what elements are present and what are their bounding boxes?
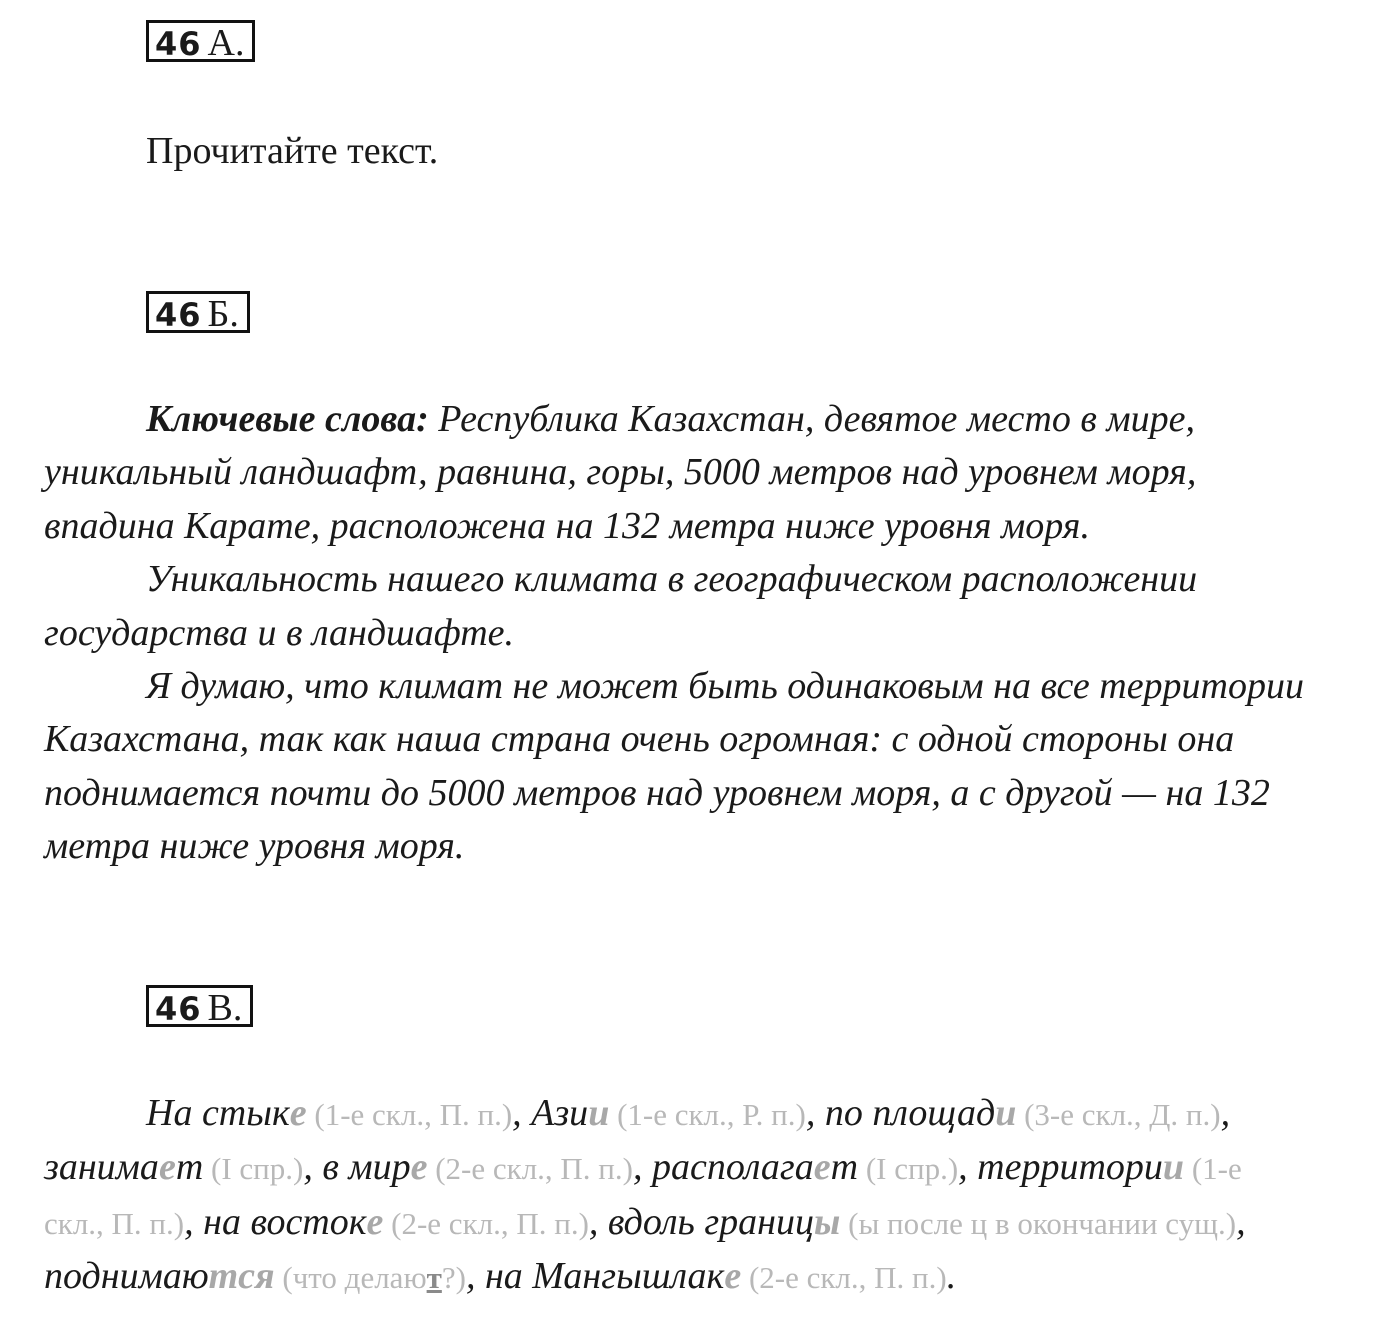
grammar-note: (что делаю: [274, 1260, 427, 1296]
word: , Ази: [512, 1092, 589, 1134]
grammar-note: (3-е скл., Д. п.): [1016, 1097, 1221, 1132]
exercise-number: 46: [155, 25, 202, 63]
ending-highlight: и: [995, 1092, 1017, 1134]
keywords-label: Ключевые слова:: [146, 398, 429, 440]
exercise-label-46v: [146, 985, 253, 1027]
exercise-label-46b: [146, 291, 250, 333]
word: .: [946, 1255, 957, 1298]
text-line: Я думаю, что климат не может быть одинаковым на все территории: [146, 665, 1304, 708]
grammar-note: (1-е скл., Р. п.): [609, 1097, 806, 1132]
exercise-number: 46: [155, 296, 202, 334]
grammar-note-underlined: т: [426, 1260, 442, 1296]
ending-highlight: е: [410, 1146, 428, 1189]
ending-highlight: и: [588, 1092, 610, 1134]
word: На стык: [146, 1092, 290, 1134]
word: т: [175, 1146, 204, 1189]
word: занима: [44, 1146, 159, 1189]
word: , располага: [632, 1146, 814, 1189]
ending-highlight: ы: [814, 1200, 841, 1243]
exercise-letter: В.: [207, 987, 243, 1029]
text-line: [44, 1196, 1374, 1250]
text-line: государства и в ландшафте.: [44, 611, 515, 654]
text-line: метра ниже уровня моря.: [44, 825, 465, 868]
text-line: [44, 1141, 1374, 1195]
exercise-number: 46: [155, 990, 202, 1028]
grammar-note: (2-е скл., П. п.): [383, 1205, 589, 1241]
word: ,: [1220, 1092, 1231, 1134]
ending-highlight: и: [1162, 1146, 1185, 1189]
ending-highlight: е: [289, 1092, 307, 1134]
essay-text: [44, 393, 1374, 874]
ending-highlight: е: [366, 1200, 384, 1243]
grammar-note: (2-е скл., П. п.): [427, 1151, 633, 1187]
ending-highlight: е: [813, 1146, 831, 1189]
ending-highlight: е: [158, 1146, 176, 1189]
text-line: впадина Карате, расположена на 132 метра ниже уровня моря.: [44, 504, 1090, 547]
word: т: [830, 1146, 859, 1189]
grammar-note: скл., П. п.): [44, 1205, 185, 1241]
ending-highlight: тся: [208, 1255, 275, 1298]
grammar-note: (I спр.): [203, 1151, 304, 1187]
grammar-note: (1-е: [1184, 1151, 1242, 1187]
text-line: [44, 1250, 1374, 1304]
text-line: поднимается почти до 5000 метров над уровнем моря, а с другой — на 132: [44, 771, 1270, 814]
word: , на Мангышлак: [465, 1255, 725, 1298]
grammar-note: (ы после ц в окончании сущ.): [840, 1205, 1237, 1241]
keywords-text: Республика Казахстан, девятое место в мире,: [428, 398, 1195, 440]
text-line: [44, 393, 1374, 446]
grammar-note: (1-е скл., П. п.): [306, 1097, 513, 1132]
word: , по площад: [805, 1092, 996, 1134]
grammar-analysis-text: [44, 1087, 1374, 1305]
word: , территори: [958, 1146, 1163, 1189]
exercise-letter: Б.: [207, 293, 239, 335]
ending-highlight: е: [724, 1255, 742, 1298]
text-line: уникальный ландшафт, равнина, горы, 5000 метров над уровнем моря,: [44, 451, 1197, 494]
text-line: Уникальность нашего климата в географическом расположении: [146, 558, 1198, 601]
text-line: [44, 1087, 1374, 1141]
grammar-note: (I спр.): [858, 1151, 959, 1187]
grammar-note: ?): [441, 1260, 466, 1296]
instruction-text: Прочитайте текст.: [146, 130, 439, 172]
word: , на восток: [184, 1200, 367, 1243]
exercise-letter: А.: [207, 22, 245, 64]
word: ,: [1236, 1200, 1246, 1243]
grammar-note: (2-е скл., П. п.): [741, 1260, 947, 1296]
word: , в мир: [303, 1146, 411, 1189]
exercise-label-46a: [146, 20, 255, 62]
word: поднимаю: [44, 1255, 209, 1298]
word: , вдоль границ: [588, 1200, 814, 1243]
text-line: Казахстана, так как наша страна очень огромная: с одной стороны она: [44, 718, 1235, 761]
